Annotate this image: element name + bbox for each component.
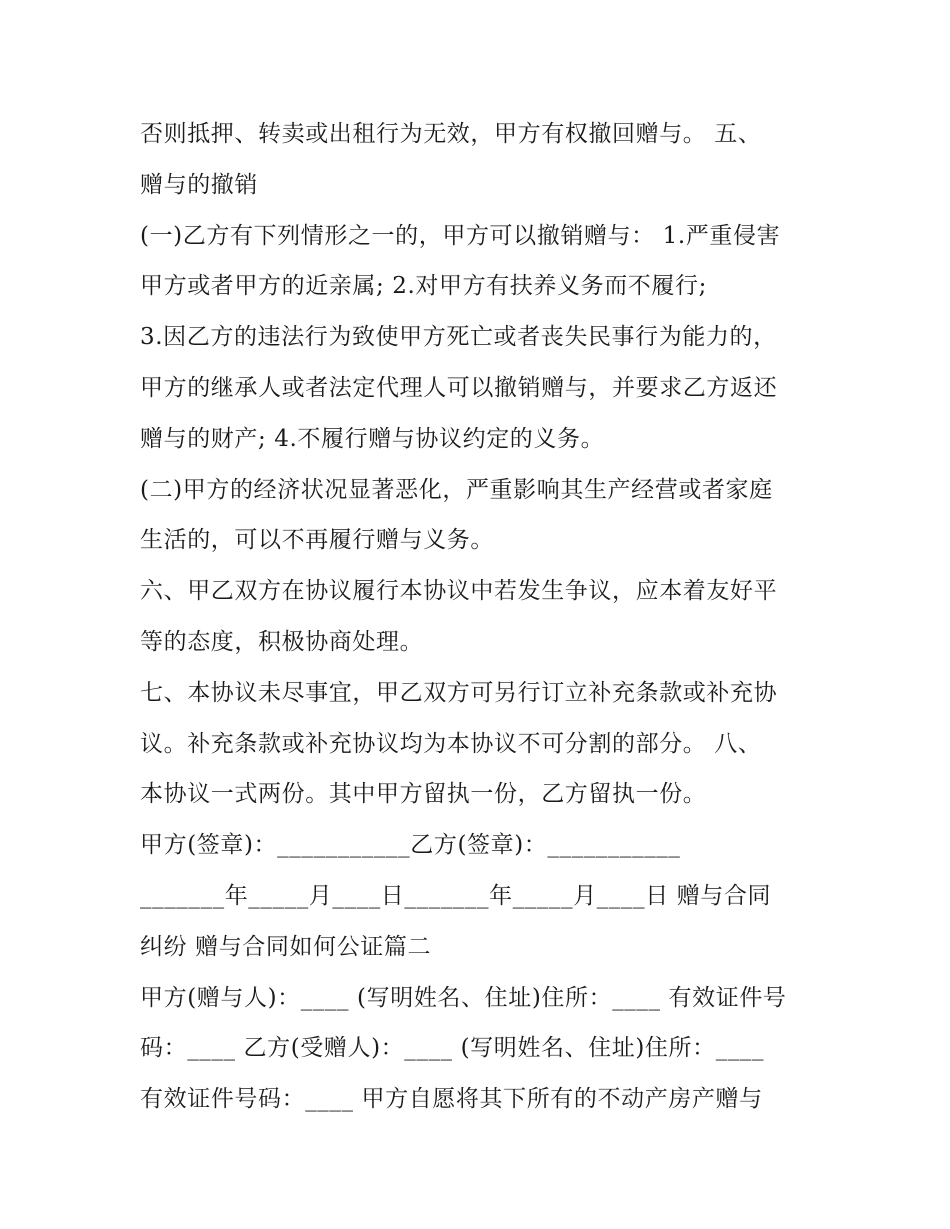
text-line: 甲方(赠与人)：____ (写明姓名、住址)住所：____ 有效证件号 (140, 984, 787, 1011)
text-line: 议。补充条款或补充协议均为本协议不可分割的部分。 八、 (140, 730, 762, 757)
text-line: 七、本协议未尽事宜，甲乙双方可另行订立补充条款或补充协 (140, 679, 778, 706)
signature-line: 甲方(签章)：___________乙方(签章)：___________ (140, 832, 681, 859)
text-line: 六、甲乙双方在协议履行本协议中若发生争议，应本着友好平 (140, 578, 778, 605)
text-line: (一)乙方有下列情形之一的，甲方可以撤销赠与： 1.严重侵害 (140, 222, 781, 249)
text-line: 甲方或者甲方的近亲属; 2.对甲方有扶养义务而不履行; (140, 273, 707, 300)
text-line: 否则抵押、转卖或出租行为无效，甲方有权撤回赠与。 五、 (140, 121, 762, 147)
text-line: 等的态度，积极协商处理。 (140, 628, 424, 655)
text-line: 赠与的财产; 4.不履行赠与协议约定的义务。 (140, 425, 605, 452)
text-line: 赠与的撤销 (140, 171, 258, 198)
text-line: 3.因乙方的违法行为致使甲方死亡或者丧失民事行为能力的， (140, 324, 777, 351)
document-body (140, 109, 820, 1125)
text-line: 码：____ 乙方(受赠人)：____ (写明姓名、住址)住所：____ (140, 1035, 765, 1062)
text-line: (二)甲方的经济状况显著恶化，严重影响其生产经营或者家庭 (140, 476, 773, 503)
text-line: 有效证件号码：____ 甲方自愿将其下所有的不动产房产赠与 (140, 1086, 763, 1113)
text-line: 本协议一式两份。其中甲方留执一份，乙方留执一份。 (140, 781, 707, 808)
text-line: 甲方的继承人或者法定代理人可以撤销赠与，并要求乙方返还 (140, 374, 778, 401)
date-line: _______年_____月____日_______年_____月____日 赠与合同 (140, 882, 772, 909)
section-heading: 纠纷 赠与合同如何公证篇二 (140, 933, 432, 960)
text-line: 生活的，可以不再履行赠与义务。 (140, 527, 494, 554)
